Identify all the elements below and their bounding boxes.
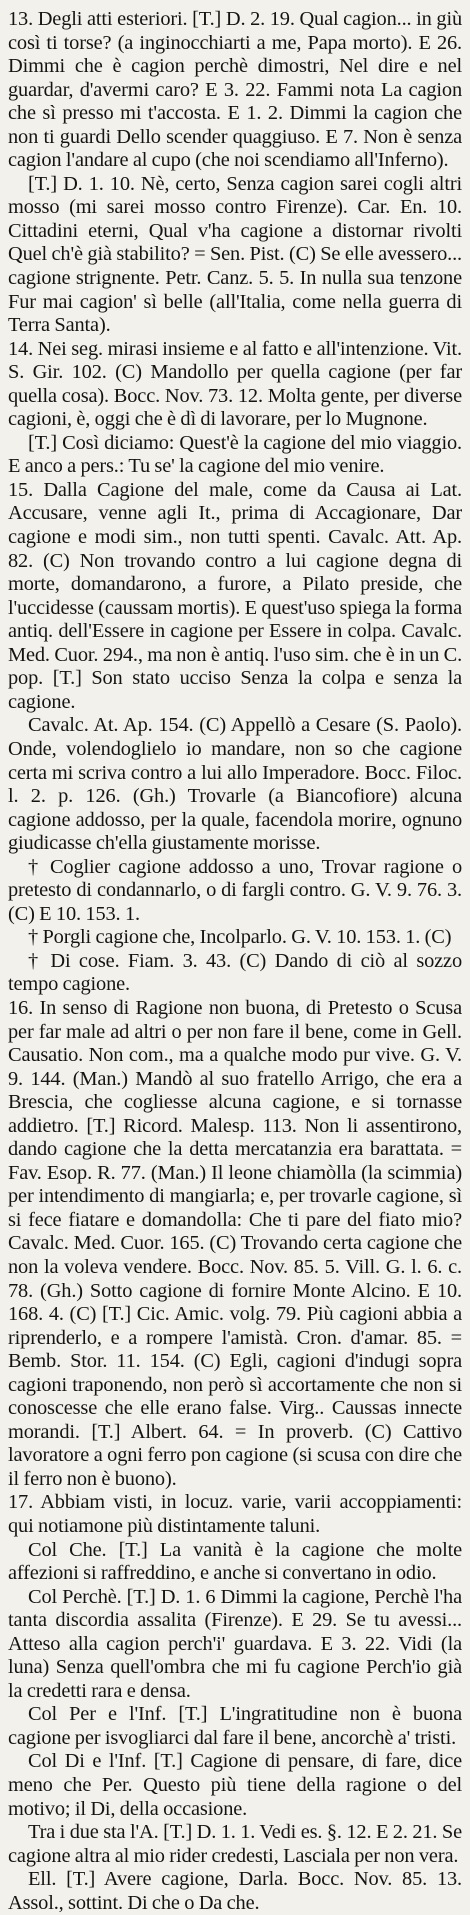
entry-13 xyxy=(8,8,462,338)
paragraph: † Porgli cagione che, Incolparlo. G. V. 10. 153. 1. (C) xyxy=(28,926,452,949)
entry-16 xyxy=(8,997,462,1491)
paragraph: Ell. [T.] Avere cagione, Darla. Bocc. Nov. 85. 13. Assol., sottint. Di che o Da che. xyxy=(8,1868,462,1914)
entry-14 xyxy=(8,338,462,479)
paragraph: † Di cose. Fiam. 3. 43. (C) Dando di ciò al sozzo tempo cagione. xyxy=(8,949,462,996)
paragraph: 15. Dalla Cagione del male, come da Causa ai Lat. Accusare, venne agli It., prima di Accagionare, Dar cagione e modi sim., non tutti spenti. Cavalc. Att. Ap. 82. (C) Non trovando contro a lui cagione degna di morte, domandarono, a furore, a Pilato preside, che l'uccidesse (caussam mortis). E quest'uso spiega la forma antiq. dell'Essere in cagione per Essere in colpa. Cavalc. Med. Cuor. 294., ma non è antiq. l'uso sim. che è in un C. pop. [T.] Son stato ucciso Senza la colpa e senza la cagione. xyxy=(8,478,463,713)
paragraph: Tra i due sta l'A. [T.] D. 1. 1. Vedi es. §. 12. E 2. 21. Se cagione altra al mio rider credesti, Lasciala per non vera. xyxy=(8,1821,462,1867)
paragraph: 17. Abbiam visti, in locuz. varie, varii accoppiamenti: qui notiamone più distintamente taluni. xyxy=(8,1491,462,1537)
paragraph: † Coglier cagione addosso a uno, Trovar ragione o pretesto di condannarlo, o di fargli contro. G. V. 9. 76. 3. (C) E 10. 153. 1. xyxy=(8,855,462,925)
text-column xyxy=(8,8,462,1915)
entry-17 xyxy=(8,1491,462,1915)
paragraph: Col Perchè. [T.] D. 1. 6 Dimmi la cagione, Perchè l'ha tanta discordia assalita (Firenze). E 29. Se tu avessi... Atteso alla cagion perch'i' guardava. E 3. 22. Vidi (la luna) Senza quell'ombra che mi fu cagione Perch'io già la credetti rara e densa. xyxy=(8,1585,462,1702)
paragraph: 13. Degli atti esteriori. [T.] D. 2. 19. Qual cagion... in giù così ti torse? (a inginocchiarti a me, Papa morto). E 26. Dimmi che è cagion perchè dimostri, Nel dire e nel guardar, d'avermi caro? E 3. 22. Fammi nota La cagion che sì presso mi t'accosta. E 1. 2. Dimmi la cagion che non ti guardi Dello scender quaggiuso. E 7. Non è senza cagion l'andare al cupo (che noi scendiamo all'Inferno). xyxy=(8,8,462,172)
paragraph: [T.] Così diciamo: Quest'è la cagione del mio viaggio. E anco a pers.: Tu se' la cagione del mio venire. xyxy=(8,431,462,478)
paragraph: Col Che. [T.] La vanità è la cagione che molte affezioni si raffreddino, e anche si convertano in odio. xyxy=(8,1538,462,1585)
paragraph: Cavalc. At. Ap. 154. (C) Appellò a Cesare (S. Paolo). Onde, volendoglielo io mandare, non so che cagione certa mi scriva contro a lui allo Imperadore. Bocc. Filoc. l. 2. p. 126. (Gh.) Trovarle (a Biancofiore) alcuna cagione addosso, per la quale, facendola morire, ognuno giudicasse ch'ella giustamente morisse. xyxy=(8,714,462,855)
paragraph: Col Di e l'Inf. [T.] Cagione di pensare, di fare, dice meno che Per. Questo più tiene della ragione o del motivo; il Di, della occasione. xyxy=(8,1750,462,1820)
paragraph: Col Per e l'Inf. [T.] L'ingratitudine non è buona cagione per isvogliarci dal fare il bene, ancorchè a' tristi. xyxy=(8,1703,462,1749)
paragraph: 14. Nei seg. mirasi insieme e al fatto e all'intenzione. Vit. S. Gir. 102. (C) Mandollo per quella cagione (per far quella cosa). Bocc. Nov. 73. 12. Molta gente, per diverse cagioni, è, oggi che è dì di lavorare, per lo Mugnone. xyxy=(8,337,462,431)
entry-15 xyxy=(8,479,462,997)
paragraph: [T.] D. 1. 10. Nè, certo, Senza cagion sarei cogli altri mosso (mi sarei mosso contro Firenze). Car. En. 10. Cittadini eterni, Qual v'ha cagione a distornar rivolti Quel ch'è già stabilito? = Sen. Pist. (C) Se elle avessero... cagione strignente. Petr. Canz. 5. 5. In nulla sua tenzone Fur mai cagion' sì belle (all'Italia, come nella guerra di Terra Santa). xyxy=(8,172,462,337)
paragraph: 16. In senso di Ragione non buona, di Pretesto o Scusa per far male ad altri o per non fare il bene, come in Gell. Causatio. Non com., ma a qualche modo pur vive. G. V. 9. 144. (Man.) Mandò al suo fratello Arrigo, che era a Brescia, che cogliesse alcuna cagione, e si tornasse addietro. [T.] Ricord. Malesp. 113. Non li assentirono, dando cagione che la detta mercatanzia era barattata. = Fav. Esop. R. 77. (Man.) Il leone chiamòlla (la scimmia) per intendimento di mangiarla; e, per trovarle cagione, sì si fece fiatare e domandolla: Che ti pare del fiato mio? Cavalc. Med. Cuor. 165. (C) Trovando certa cagione che non la voleva vendere. Bocc. Nov. 85. 5. Vill. G. l. 6. c. 78. (Gh.) Sotto cagione di fornire Monte Alcino. E 10. 168. 4. (C) [T.] Cic. Amic. volg. 79. Più cagioni abbia a riprenderlo, e a rompere l'amistà. Cron. d'amar. 85. = Bemb. Stor. 11. 154. (C) Egli, cagioni d'indugi sopra cagioni traponendo, non però sì accortamente che non si conoscesse che elle erano false. Virg.. Caussas innecte morandi. [T.] Albert. 64. = In proverb. (C) Cattivo lavoratore a ogni ferro pon cagione (si scusa con dire che il ferro non è buono). xyxy=(8,996,462,1490)
